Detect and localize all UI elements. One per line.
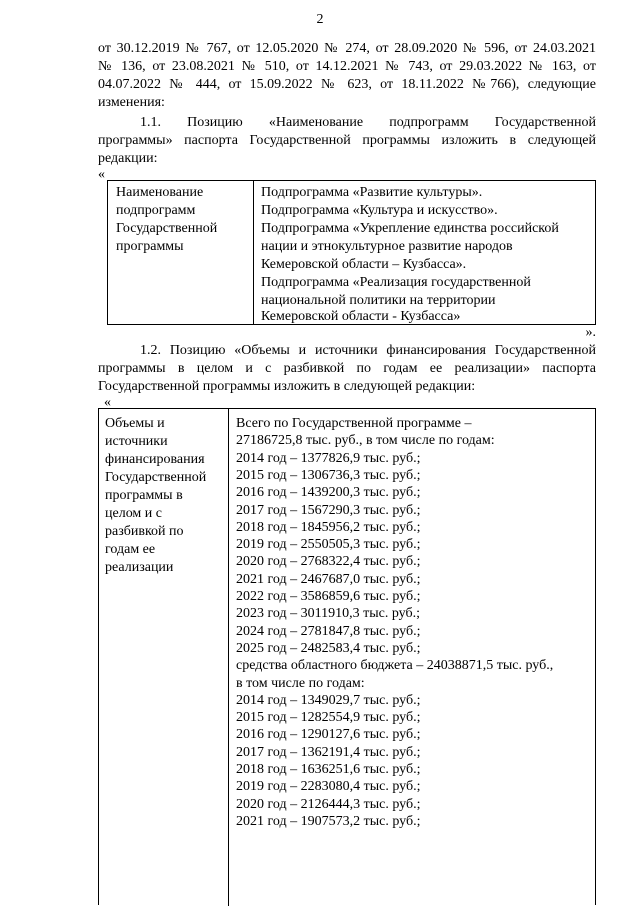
cell-line: национальной политики на территории: [261, 293, 496, 308]
cell-line: 2020 год – 2768322,4 тыс. руб.;: [236, 554, 421, 570]
cell-line: источники: [105, 434, 168, 449]
cell-line: Наименование: [116, 185, 204, 200]
cell-line: Подпрограмма «Реализация государственной: [261, 275, 531, 290]
cell-line: 2024 год – 2781847,8 тыс. руб.;: [236, 623, 421, 639]
cell-line: 2014 год – 1377826,9 тыс. руб.;: [236, 450, 421, 466]
cell-line: программы: [116, 239, 184, 254]
cell-line: 2015 год – 1306736,3 тыс. руб.;: [236, 467, 421, 483]
cell-line: Кемеровской области - Кузбасса»: [261, 309, 461, 324]
cell-line: 2019 год – 2283080,4 тыс. руб.;: [236, 779, 421, 795]
cell-line: нации и этнокультурное развитие народов: [261, 239, 513, 254]
cell-line: 2017 год – 1362191,4 тыс. руб.;: [236, 744, 421, 760]
cell-line: 2022 год – 3586859,6 тыс. руб.;: [236, 589, 421, 604]
close-quote: ».: [585, 325, 596, 340]
cell-line: 2017 год – 1567290,3 тыс. руб.;: [236, 502, 421, 518]
cell-line: программы в: [105, 488, 183, 503]
cell-line: реализации: [105, 560, 174, 575]
cell-line: Всего по Государственной программе –: [236, 416, 472, 431]
cell-line: целом и с: [105, 506, 162, 521]
financing-table: [98, 408, 596, 905]
intro-line: № 136, от 23.08.2021 № 510, от 14.12.2021 № 743, от 29.03.2022 № 163, от: [98, 59, 596, 74]
item-1-2-line: 1.2. Позицию «Объемы и источники финансирования Государственной: [140, 343, 596, 358]
cell-line: 2014 год – 1349029,7 тыс. руб.;: [236, 692, 421, 708]
cell-line: Государственной: [105, 470, 207, 485]
cell-line: 2016 год – 1290127,6 тыс. руб.;: [236, 727, 421, 743]
cell-line: подпрограмм: [116, 203, 196, 218]
subprograms-table: [107, 180, 596, 325]
cell-line: 2019 год – 2550505,3 тыс. руб.;: [236, 537, 421, 553]
cell-line: разбивкой по: [105, 524, 184, 539]
intro-line: 04.07.2022 № 444, от 15.09.2022 № 623, от 18.11.2022 №766), следующие: [98, 77, 596, 92]
item-1-2-line: Государственной программы изложить в следующей редакции:: [98, 379, 476, 394]
cell-line: Подпрограмма «Развитие культуры».: [261, 185, 483, 200]
table-divider: [253, 181, 254, 324]
cell-line: 2021 год – 1907573,2 тыс. руб.;: [236, 813, 421, 829]
cell-line: в том числе по годам:: [236, 675, 365, 691]
cell-line: Государственной: [116, 221, 218, 236]
cell-line: 2016 год – 1439200,3 тыс. руб.;: [236, 485, 421, 501]
item-1-2-line: программы в целом и с разбивкой по годам ее реализации» паспорта: [98, 361, 596, 376]
item-1-1-line: 1.1. Позицию «Наименование подпрограмм Государственной: [140, 115, 596, 130]
cell-line: Объемы и: [105, 416, 165, 431]
cell-line: Подпрограмма «Укрепление единства российской: [261, 221, 559, 236]
page-number: 2: [316, 12, 324, 27]
item-1-1-line: редакции:: [98, 151, 158, 166]
cell-line: средства областного бюджета – 24038871,5 тыс. руб.,: [236, 658, 554, 674]
open-quote: «: [98, 167, 105, 182]
cell-line: 2020 год – 2126444,3 тыс. руб.;: [236, 796, 421, 812]
open-quote: «: [104, 395, 111, 410]
cell-line: годам ее: [105, 542, 156, 557]
cell-line: 2021 год – 2467687,0 тыс. руб.;: [236, 571, 421, 587]
cell-line: 27186725,8 тыс. руб., в том числе по годам:: [236, 433, 495, 449]
cell-line: Подпрограмма «Культура и искусство».: [261, 203, 498, 218]
cell-line: 2023 год – 3011910,3 тыс. руб.;: [236, 606, 420, 622]
cell-line: финансирования: [105, 452, 205, 467]
cell-line: 2018 год – 1845956,2 тыс. руб.;: [236, 519, 421, 535]
cell-line: 2025 год – 2482583,4 тыс. руб.;: [236, 640, 421, 656]
cell-line: Кемеровской области – Кузбасса».: [261, 257, 467, 272]
cell-line: 2015 год – 1282554,9 тыс. руб.;: [236, 710, 421, 726]
cell-line: 2018 год – 1636251,6 тыс. руб.;: [236, 762, 421, 777]
table-divider: [228, 409, 229, 906]
item-1-1-line: программы» паспорта Государственной программы изложить в следующей: [98, 133, 596, 148]
intro-line: изменения:: [98, 95, 165, 110]
intro-line: от 30.12.2019 № 767, от 12.05.2020 № 274, от 28.09.2020 № 596, от 24.03.2021: [98, 41, 596, 56]
